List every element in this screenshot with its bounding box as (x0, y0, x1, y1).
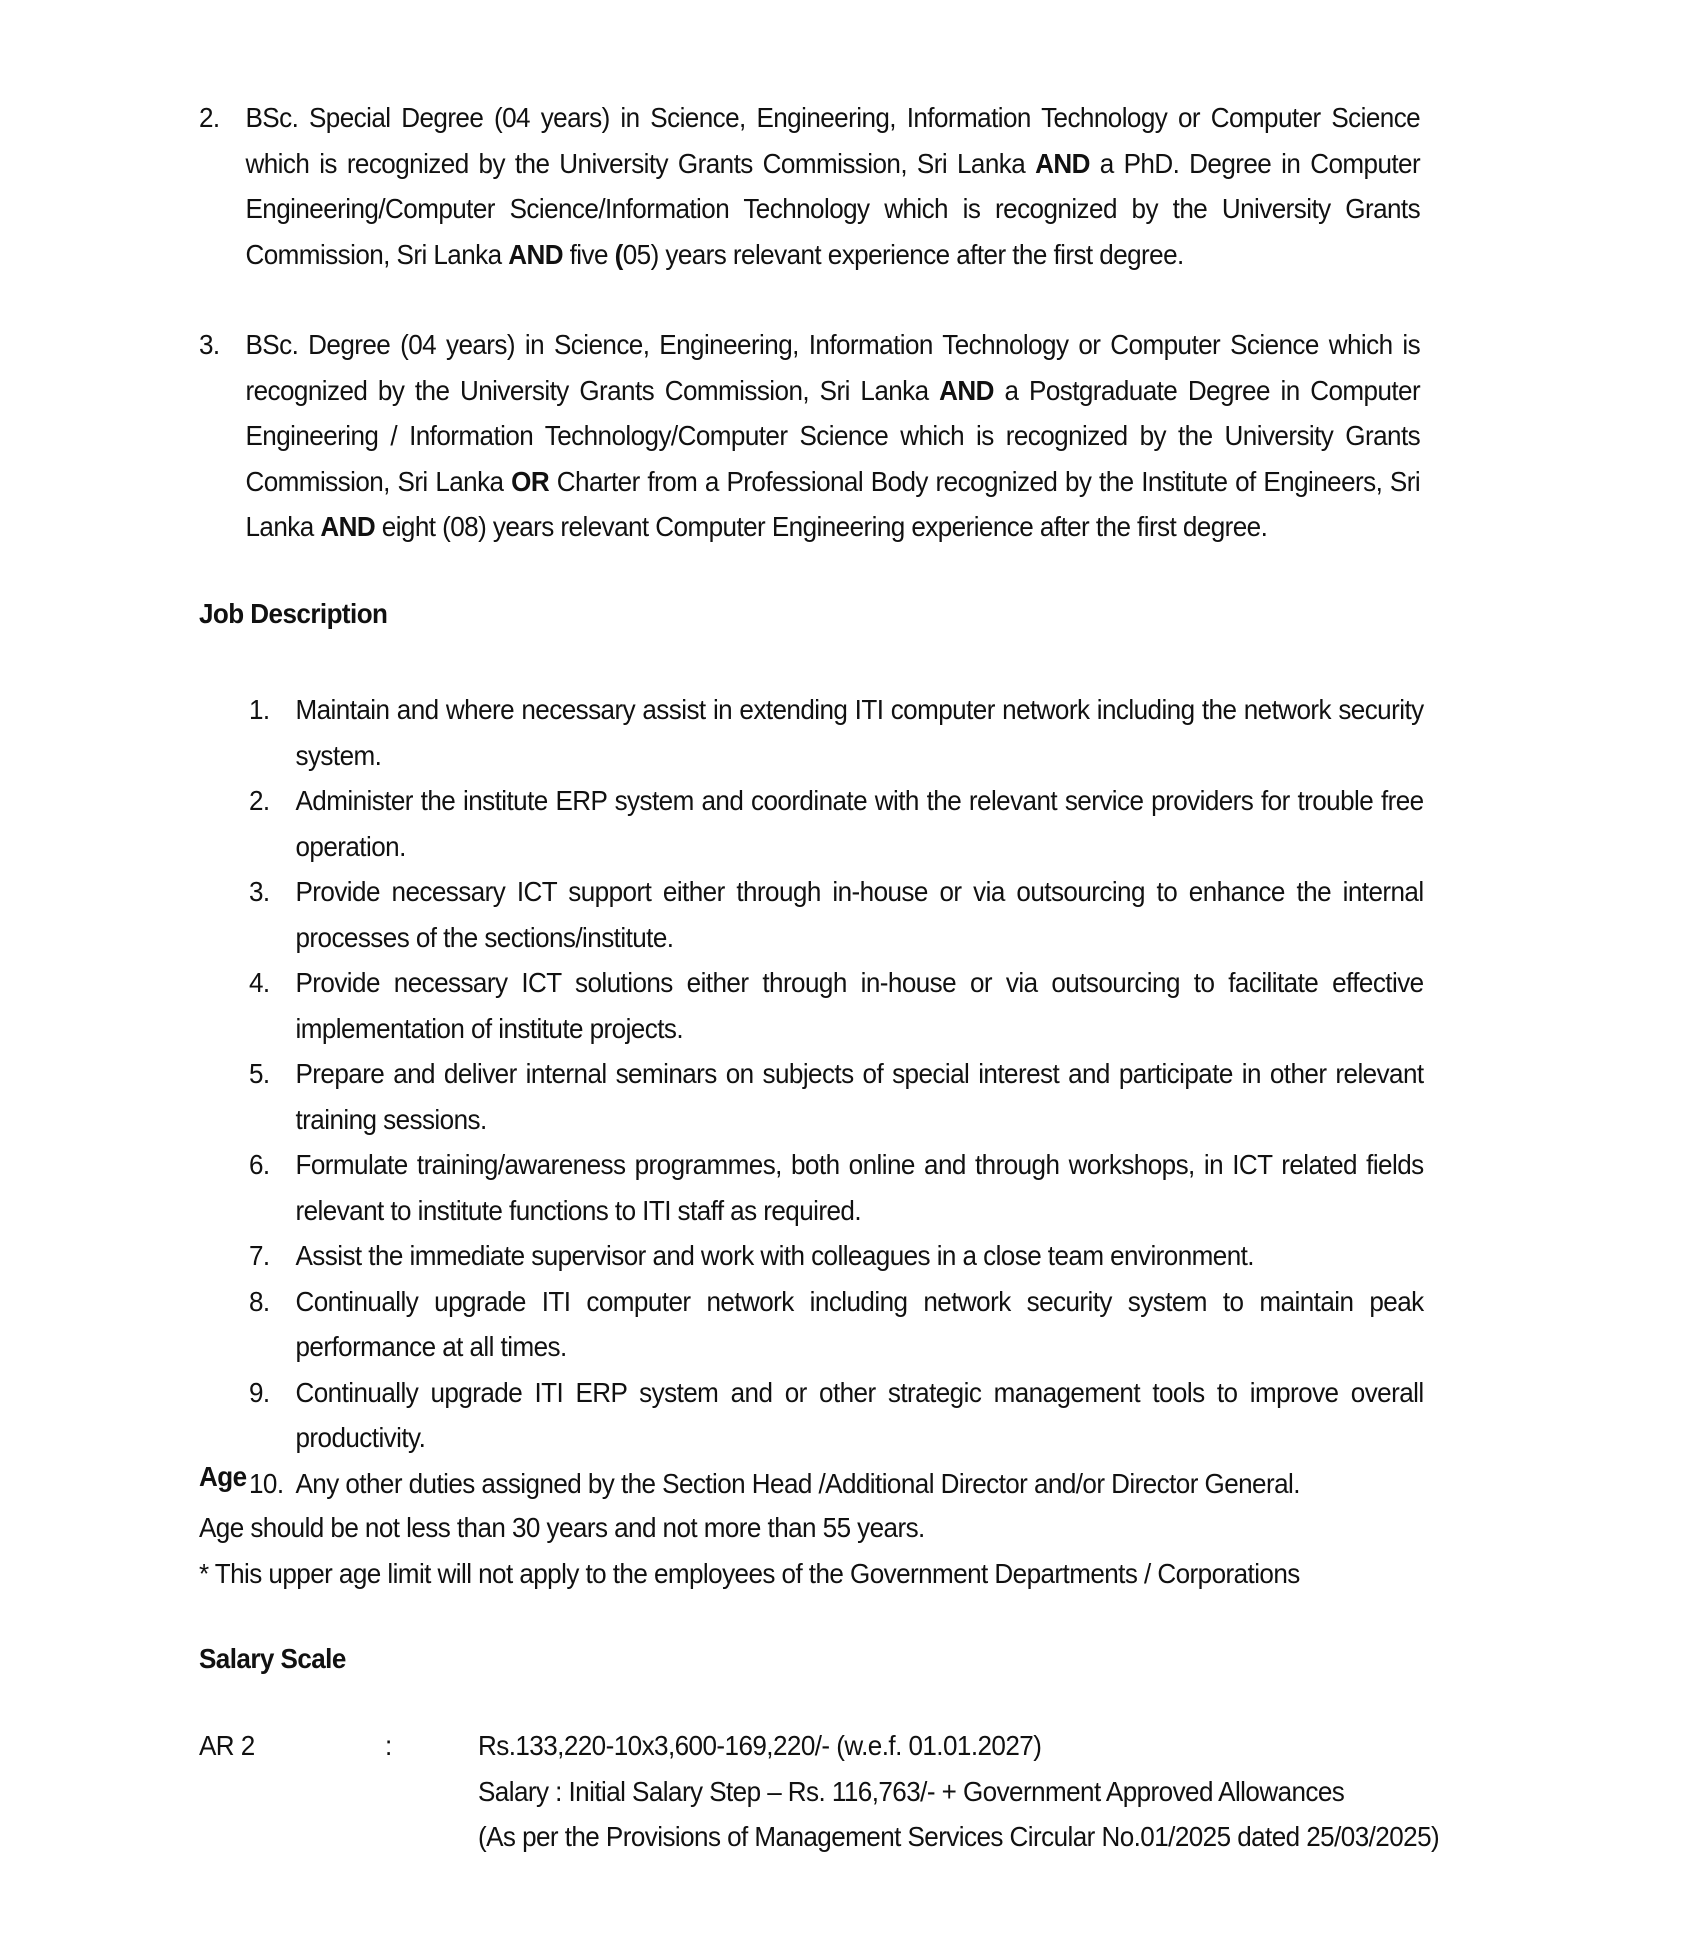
job-description-heading: Job Description (199, 598, 388, 629)
list-item: 8. Continually upgrade ITI computer network including network security system to maintain peak performance at all times. (249, 1285, 1424, 1362)
qualification-text: BSc. Degree (04 years) in Science, Engineering, Information Technology or Computer Science which is recognized by the University Grants Commission, Sri Lanka AND a Postgraduate Degree in Computer Engineering / Information Technology/Computer Science which is recognized by the University Grants Commission, Sri Lanka OR Charter from a Professional Body recognized by the Institute of Engineers, Sri Lanka AND eight (08) years relevant Computer Engineering experience after the first degree. (245, 329, 1421, 542)
list-item: 7. Assist the immediate supervisor and work with colleagues in a close team environment. (249, 1240, 1254, 1271)
salary-scale: Rs.133,220-10x3,600-169,220/- (w.e.f. 01.01.2027) (478, 1730, 1042, 1761)
list-item: 1. Maintain and where necessary assist in extending ITI computer network including the network security system. (249, 694, 1424, 771)
qualification-number: 3. (199, 329, 220, 360)
age-text (199, 1505, 1420, 1596)
list-item: 3. Provide necessary ICT support either through in-house or via outsourcing to enhance the internal processes of the sections/institute. (249, 876, 1424, 953)
salary-details (478, 1723, 1439, 1860)
list-item: 4. Provide necessary ICT solutions either through in-house or via outsourcing to facilitate effective implementation of institute projects. (249, 967, 1424, 1044)
age-heading: Age (199, 1461, 247, 1492)
salary-initial-step: Salary : Initial Salary Step – Rs. 116,763/- + Government Approved Allowances (478, 1775, 1345, 1807)
salary-grade: AR 2 (199, 1730, 255, 1761)
qualification-text: BSc. Special Degree (04 years) in Science, Engineering, Information Technology or Computer Science which is recognized by the University Grants Commission, Sri Lanka AND a PhD. Degree in Computer Engineering/Computer Science/Information Technology which is recognized by the University Grants Commission, Sri Lanka AND five (05) years relevant experience after the first degree. (245, 102, 1421, 270)
salary-circular-reference: (As per the Provisions of Management Services Circular No.01/2025 dated 25/03/2025) (478, 1821, 1440, 1852)
emphasis-and: AND (1035, 147, 1090, 179)
list-item: 6. Formulate training/awareness programmes, both online and through workshops, in ICT related fields relevant to institute functions to ITI staff as required. (249, 1149, 1424, 1226)
age-note: * This upper age limit will not apply to the employees of the Government Departments / Corporations (199, 1557, 1300, 1589)
job-description-list (249, 687, 1424, 1506)
age-requirement: Age should be not less than 30 years and not more than 55 years. (199, 1512, 925, 1543)
salary-colon: : (385, 1730, 392, 1761)
emphasis-or: OR (511, 465, 550, 497)
list-item: 5. Prepare and deliver internal seminars on subjects of special interest and participate in other relevant training sessions. (249, 1058, 1424, 1135)
salary-heading: Salary Scale (199, 1643, 346, 1674)
qualification-item (199, 322, 1420, 550)
emphasis-and: AND (508, 238, 563, 270)
list-item: 2. Administer the institute ERP system and coordinate with the relevant service providers for trouble free operation. (249, 785, 1424, 862)
emphasis-and: AND (939, 374, 994, 406)
qualification-number: 2. (199, 102, 220, 133)
list-item: 10. Any other duties assigned by the Section Head /Additional Director and/or Director General. (249, 1467, 1300, 1499)
emphasis-and: AND (320, 511, 376, 542)
qualification-item (199, 95, 1420, 277)
list-item: 9. Continually upgrade ITI ERP system and or other strategic management tools to improve overall productivity. (249, 1376, 1424, 1453)
